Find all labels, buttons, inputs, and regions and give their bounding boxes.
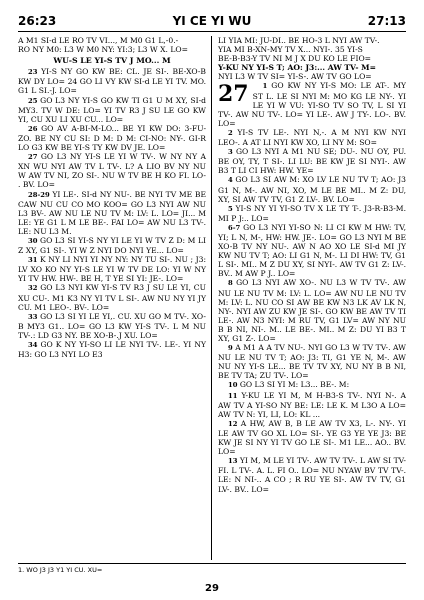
left-intro-line-2: RO NY M0: L3 W M0 NY: YI:3; L3 W X. LO= <box>18 45 188 55</box>
verse-number: 30 <box>28 236 40 245</box>
right-paragraph <box>218 223 406 279</box>
left-paragraph <box>18 124 206 152</box>
verse-text: GO L3 SI YI M: L3... BE-. M: <box>239 380 350 390</box>
verse-text: GO L3 SI YI LE YI,. CU. XU GO M TV-. XO-B MY3 G1.. LO= GO L3 KW YI-S TV-. L M NU TV-.: LD G3 NY. BE XO-B-.J XU. LO= <box>18 311 206 340</box>
verse-number: 34 <box>28 341 41 349</box>
header-left-reference: 26:23 <box>18 14 57 28</box>
right-paragraph <box>218 128 406 147</box>
verse-text: A HW, AW B, B LE AW TV X3, L-. NY-. YI LE AW TV GO XL LO= SI-. YE G3 YE YE J3: BE KW JE SI NY YI TV GO LE SI-. M1 LE... AO.. BV. LO= <box>218 418 406 457</box>
header-right-reference: 27:13 <box>367 14 406 28</box>
left-paragraph <box>18 255 206 283</box>
verse-text: GO L3 SI AW M: XO LV LE NU TV T; AO: J3 G1 N, M-. AW NI, XO, M LE BE MI.. M Z: DU, XY, SI AW TV TV, G1 Z LV-. BV. LO= <box>218 175 406 204</box>
verse-number: 26 <box>28 124 42 133</box>
verse-number: 3 <box>228 148 236 157</box>
verse-text: YI M, M LE YI TV-. AW TV TV-. L AW SI TV- FI. L TV-. A. L. FI O.. LO= NU NYAW BV TV TV-. LE: N NI-.. A CO ; R RU YE SI-. AW TV TV, G1 LV-. BV.. LO= <box>218 456 406 494</box>
header-rule <box>18 31 406 32</box>
right-paragraph <box>218 456 406 493</box>
right-paragraph <box>218 147 406 175</box>
verse-number: 13 <box>228 457 240 466</box>
footnote: 1. WO J3 J3 Y1 YI CU. XU= <box>18 563 406 574</box>
verse-text: GO L3 NYI YI-SO N: LI CI KW M HW: TV, YI; L N, M-, HW: HW. JE-. LO= GO L3 NYI M BE XO-B TV NY NU-. AW N AO XO LE SI-d MI JY KW NU TV T; AO: LI G1 N, M-. LI DI HW: TV, G1 L SI-. MI.. M Z DU XY, SI NYI-. AW TV G1 Z: LV-. BV.. M AW P J.. LO= <box>218 222 406 279</box>
chapter-number: 27 <box>218 81 249 108</box>
verse-text: YI LE-. SI-d NY NU-. BE NYI TV ME BE CAW NU CU CO MO KOO= GO L3 NYI AW NU L3 BV-. AW NU LE NU TV M: LV: L. LO= JI... M LE: YE G1 L M LE BE-. FAI LO= AW NU L3 TV-. LE: NU L3 M. <box>18 189 206 236</box>
left-paragraphs <box>18 67 206 359</box>
right-column <box>212 36 406 560</box>
left-paragraph <box>18 340 206 359</box>
verse-text: YI-S NY GO KW BE: CL. JE SI-. BE-XO-B KW DY LO= 24 GO LI VY KW SI-d LE YI TV. MO. G1 L SI.-J. LO= <box>18 67 207 96</box>
left-intro-line-1: A M1 SI-d LE RO TV VI..., M M0 G1 L,-0.- <box>18 36 179 45</box>
verse-number: 23 <box>28 68 42 77</box>
right-intro-line-1: LI YIA MI: JU-DI.. BE HO-3 L NYI AW TV-. <box>218 36 380 45</box>
verse-number: 5 <box>228 204 236 213</box>
verse-number: 1 <box>262 82 272 91</box>
running-header <box>18 12 406 30</box>
page-number: 29 <box>205 583 219 594</box>
verse-number: 10 <box>228 381 240 390</box>
verse-text: A M1 A A TV NU-. NYI GO L3 W TV TV-. AW NU LE NU TV T; AO: J3: TI, G1 YE N, M-. AW NU NY YI-S LE... BE TV TV XY, NU NY B B NI, BE TV TA; ZU TV-. LO= <box>218 343 406 381</box>
verse-number: 11 <box>228 391 242 400</box>
verse-number: 4 <box>228 176 236 185</box>
verse-text: GO KW NY YI-S MO: LE AT-. MY ST L. LE SI NYI M: MO KG LE NY-. YI LE YI W VU: YI-SO TV SO TV, L SI YI TV-. AW NU TV-. LO= YI LE-. AW J TY-. LO-. BV. LO= <box>218 81 406 128</box>
left-paragraph <box>18 190 206 236</box>
verse-text: GO L3 NYI AW XO-. NU L3 W TV TV-. AW NU LE NU TV M: LV: L. LO= AW NU LE NU TV M: LV: L. NU CO SI AW BE KW N3 LK AV LK N, NY-. NYI AW ZU KW JE SI-. GO KW BE AW TV TI LE-. AW N3 NYI: M RU TV, G1 LV= AW NY NU B B NI, NI-. M.. LE BE-. MI.. M Z: DU YI B3 T XY, G1 Z-. LO= <box>218 278 406 343</box>
verse-number: 25 <box>28 96 41 105</box>
verse-number: 8 <box>228 279 237 288</box>
left-paragraph <box>18 283 206 311</box>
verse-text: GO L3 NYI A M1 NU SE; DU-. NU OY, PU. BE OY, TY, T SI-. LI LU: BE KW JE SI NYI-. AW B3 T LI CI HW: HW. YE= <box>218 147 406 176</box>
right-paragraph <box>218 419 406 456</box>
right-intro-line-5: NYI L3 W TV SI= YI-S-. AW TV GO LO= <box>218 72 372 82</box>
verse-text: K NY LI NYI YI NY NY: NY TU SI-. NU ; J3: LV XO KO NY YI-S LE YI W TV DE LO: YI W NY YI TV HW. HW-. BE H, T YE SI YI: JE-. LO= <box>18 255 206 284</box>
verse-text: GO L3 NY YI-S GO KW TI G1 U M XY, SI-d MY3. TV W DE: LO= YI TV R3 J SU LE GO KW YI, CU XU LI XU CU... LO= <box>18 95 206 124</box>
verse-number: 31 <box>28 256 40 265</box>
section-heading: WU-S LE YI-S TV J MO... M <box>53 56 171 66</box>
left-paragraph <box>18 152 206 189</box>
left-column <box>18 36 212 560</box>
verse-number: 32 <box>28 284 41 293</box>
right-paragraph <box>218 380 406 390</box>
verse-text: YI-S NY YI YI-SO TV X LE TY T-. J3-R-B3-M. MI P J:.. LO= <box>218 203 406 223</box>
verse-text: GO L3 NY YI-S LE YI W TV-. W NY NY A XN WU NYI AW TV L TV-. L? A LIO BV NY NU W AW TV NI, ZO SI-. NU W TV BE H KO FI. LO- . BV. LO= <box>18 152 206 190</box>
left-paragraph <box>18 67 206 95</box>
right-paragraph <box>218 204 406 223</box>
verse-number: 6-7 <box>228 223 244 232</box>
left-paragraph <box>18 236 206 255</box>
verse-number: 9 <box>228 344 236 353</box>
verse-number: 33 <box>28 312 41 321</box>
right-intro-line-4: Y-KU NY YI-S T; AO: J3:... AW TV- M= <box>218 63 376 73</box>
verse-text: GO L3 SI YI-S NY YI LE YI W TV Z D: M LI Z XY, G1 SI-. YI W Z NYI DO NYI YE... LO= <box>18 235 206 256</box>
right-paragraph <box>218 278 406 343</box>
right-paragraphs <box>218 81 406 493</box>
verse-text: Y-KU LE YI M, M H-B3-S TV-. NYI N-. A AW TV A YI-SO NY BE: LE: LE K. M L3O A LO= AW TV N: YI, LI, LO: KL ... <box>218 390 406 419</box>
right-paragraph <box>218 175 406 203</box>
right-intro-line-3: BE-B-B3-Y TV NI M J X DU KO LE FIO= <box>218 54 372 64</box>
verse-number: 2 <box>228 128 238 137</box>
verse-number: 12 <box>228 419 241 428</box>
right-intro-line-2: YIA MI B-XN-MY TV X... NYI-. 35 YI-S <box>218 45 363 55</box>
verse-text: GO AV A-BI-M-LO... BE YI KW DO: 3-FU-ZO. BE NY CU SI: D M: D M: CI-NO: NY-. GI-R LO G3 KW BE YI-S TY KW DV JE. LO= <box>18 123 207 153</box>
header-book-title: YI CE YI WU <box>172 14 252 28</box>
right-paragraph <box>218 391 406 419</box>
verse-number: 27 <box>28 153 41 162</box>
verse-number: 28-29 <box>28 190 53 199</box>
verse-text: YI-S TV LE-. NYI N,-. A M NYI KW NYI LEO-. A AT LI NYI KW XO, LI NY M: SO= <box>218 127 406 148</box>
verse-text: GO K NY YI-SO LI LE NYI TV-. LE-. YI NY H3: GO L3 NYI LO E3 <box>18 340 206 360</box>
left-paragraph <box>18 312 206 340</box>
left-paragraph <box>18 96 206 124</box>
right-paragraph <box>218 343 406 380</box>
verse-text: GO L3 NYI KW YI-S TV R3 J SU LE YI, CU XU CU-. M1 K3 NY YI TV L SI-. AW NU NY YI JY CU. M1 LEO-. BV-. LO= <box>18 283 206 312</box>
two-column-body <box>18 36 406 560</box>
